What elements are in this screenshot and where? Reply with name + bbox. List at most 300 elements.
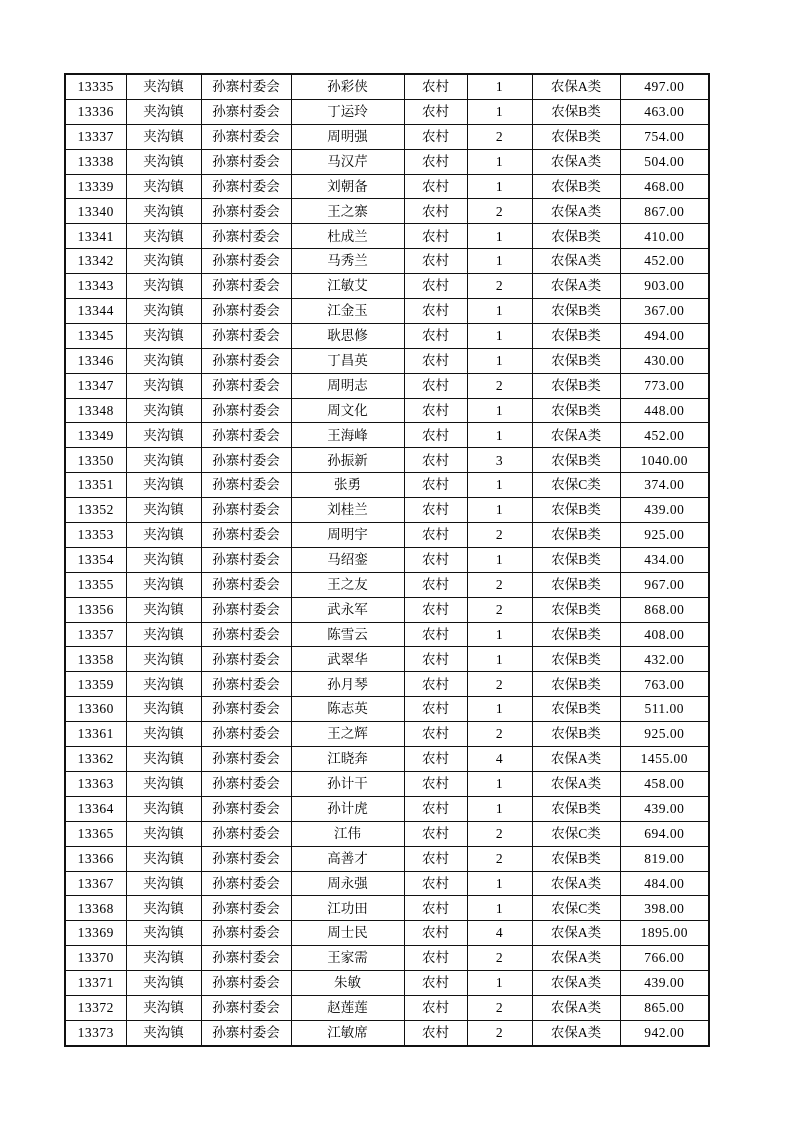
cell-amount: 439.00 [620, 971, 709, 996]
cell-residence: 农村 [404, 323, 467, 348]
cell-name: 陈雪云 [291, 622, 404, 647]
cell-count: 1 [467, 323, 532, 348]
cell-name: 王之辉 [291, 722, 404, 747]
cell-amount: 773.00 [620, 373, 709, 398]
cell-name: 江伟 [291, 821, 404, 846]
table-row [65, 423, 709, 448]
cell-count: 2 [467, 1020, 532, 1045]
table-row [65, 971, 709, 996]
cell-category: 农保A类 [532, 423, 620, 448]
cell-serial: 13364 [65, 796, 126, 821]
cell-residence: 农村 [404, 946, 467, 971]
cell-amount: 367.00 [620, 299, 709, 324]
cell-category: 农保B类 [532, 99, 620, 124]
cell-category: 农保B类 [532, 796, 620, 821]
cell-town: 夹沟镇 [126, 74, 201, 99]
cell-name: 杜成兰 [291, 224, 404, 249]
cell-residence: 农村 [404, 597, 467, 622]
cell-amount: 967.00 [620, 572, 709, 597]
cell-amount: 439.00 [620, 498, 709, 523]
cell-amount: 408.00 [620, 622, 709, 647]
cell-residence: 农村 [404, 423, 467, 448]
table-row [65, 498, 709, 523]
cell-count: 1 [467, 871, 532, 896]
cell-category: 农保A类 [532, 747, 620, 772]
cell-village: 孙寨村委会 [201, 722, 291, 747]
cell-amount: 410.00 [620, 224, 709, 249]
cell-name: 江功田 [291, 896, 404, 921]
cell-count: 2 [467, 124, 532, 149]
cell-category: 农保A类 [532, 971, 620, 996]
cell-category: 农保B类 [532, 348, 620, 373]
cell-residence: 农村 [404, 174, 467, 199]
cell-count: 2 [467, 995, 532, 1020]
cell-count: 1 [467, 398, 532, 423]
cell-village: 孙寨村委会 [201, 821, 291, 846]
table-row [65, 697, 709, 722]
cell-serial: 13349 [65, 423, 126, 448]
cell-town: 夹沟镇 [126, 846, 201, 871]
cell-category: 农保B类 [532, 323, 620, 348]
cell-serial: 13355 [65, 572, 126, 597]
cell-serial: 13362 [65, 747, 126, 772]
beneficiary-table [64, 73, 710, 1047]
cell-category: 农保B类 [532, 672, 620, 697]
cell-town: 夹沟镇 [126, 473, 201, 498]
cell-category: 农保A类 [532, 995, 620, 1020]
cell-residence: 农村 [404, 547, 467, 572]
table-row [65, 796, 709, 821]
cell-village: 孙寨村委会 [201, 622, 291, 647]
cell-amount: 1455.00 [620, 747, 709, 772]
cell-village: 孙寨村委会 [201, 74, 291, 99]
cell-category: 农保C类 [532, 821, 620, 846]
cell-count: 1 [467, 971, 532, 996]
table-row [65, 995, 709, 1020]
cell-count: 1 [467, 299, 532, 324]
cell-count: 1 [467, 796, 532, 821]
cell-village: 孙寨村委会 [201, 149, 291, 174]
cell-count: 4 [467, 921, 532, 946]
cell-village: 孙寨村委会 [201, 423, 291, 448]
cell-category: 农保A类 [532, 199, 620, 224]
table-row [65, 921, 709, 946]
cell-name: 江金玉 [291, 299, 404, 324]
cell-category: 农保B类 [532, 572, 620, 597]
table-row [65, 199, 709, 224]
cell-serial: 13351 [65, 473, 126, 498]
table-row [65, 771, 709, 796]
cell-count: 2 [467, 722, 532, 747]
cell-serial: 13350 [65, 448, 126, 473]
cell-category: 农保B类 [532, 722, 620, 747]
cell-count: 4 [467, 747, 532, 772]
cell-serial: 13370 [65, 946, 126, 971]
cell-name: 王海峰 [291, 423, 404, 448]
cell-village: 孙寨村委会 [201, 547, 291, 572]
cell-serial: 13340 [65, 199, 126, 224]
cell-village: 孙寨村委会 [201, 224, 291, 249]
cell-residence: 农村 [404, 1020, 467, 1045]
table-row [65, 946, 709, 971]
table-row [65, 149, 709, 174]
cell-town: 夹沟镇 [126, 398, 201, 423]
cell-category: 农保A类 [532, 1020, 620, 1045]
cell-name: 周明志 [291, 373, 404, 398]
cell-category: 农保A类 [532, 946, 620, 971]
cell-name: 刘桂兰 [291, 498, 404, 523]
table-row [65, 597, 709, 622]
cell-count: 1 [467, 224, 532, 249]
cell-town: 夹沟镇 [126, 423, 201, 448]
cell-town: 夹沟镇 [126, 249, 201, 274]
cell-village: 孙寨村委会 [201, 473, 291, 498]
cell-amount: 925.00 [620, 523, 709, 548]
cell-name: 周明强 [291, 124, 404, 149]
cell-residence: 农村 [404, 771, 467, 796]
cell-residence: 农村 [404, 672, 467, 697]
cell-amount: 468.00 [620, 174, 709, 199]
cell-village: 孙寨村委会 [201, 249, 291, 274]
cell-village: 孙寨村委会 [201, 398, 291, 423]
cell-name: 张勇 [291, 473, 404, 498]
cell-village: 孙寨村委会 [201, 99, 291, 124]
table-row [65, 722, 709, 747]
cell-residence: 农村 [404, 448, 467, 473]
cell-count: 2 [467, 597, 532, 622]
table-row [65, 821, 709, 846]
cell-village: 孙寨村委会 [201, 697, 291, 722]
cell-count: 1 [467, 99, 532, 124]
cell-town: 夹沟镇 [126, 622, 201, 647]
cell-residence: 农村 [404, 796, 467, 821]
cell-town: 夹沟镇 [126, 796, 201, 821]
cell-count: 2 [467, 672, 532, 697]
cell-name: 周士民 [291, 921, 404, 946]
cell-category: 农保B类 [532, 846, 620, 871]
cell-town: 夹沟镇 [126, 124, 201, 149]
cell-village: 孙寨村委会 [201, 796, 291, 821]
cell-count: 2 [467, 572, 532, 597]
cell-name: 孙振新 [291, 448, 404, 473]
cell-category: 农保A类 [532, 74, 620, 99]
cell-category: 农保B类 [532, 448, 620, 473]
cell-amount: 504.00 [620, 149, 709, 174]
cell-category: 农保B类 [532, 523, 620, 548]
cell-amount: 867.00 [620, 199, 709, 224]
cell-amount: 452.00 [620, 423, 709, 448]
cell-count: 2 [467, 199, 532, 224]
cell-category: 农保B类 [532, 224, 620, 249]
table-row [65, 299, 709, 324]
cell-name: 刘朝备 [291, 174, 404, 199]
cell-count: 1 [467, 498, 532, 523]
cell-count: 1 [467, 74, 532, 99]
cell-town: 夹沟镇 [126, 647, 201, 672]
cell-count: 1 [467, 473, 532, 498]
cell-amount: 763.00 [620, 672, 709, 697]
cell-serial: 13359 [65, 672, 126, 697]
cell-village: 孙寨村委会 [201, 523, 291, 548]
cell-name: 赵莲莲 [291, 995, 404, 1020]
table-row [65, 747, 709, 772]
cell-amount: 452.00 [620, 249, 709, 274]
cell-amount: 1895.00 [620, 921, 709, 946]
cell-residence: 农村 [404, 498, 467, 523]
table-row [65, 274, 709, 299]
cell-village: 孙寨村委会 [201, 199, 291, 224]
cell-serial: 13371 [65, 971, 126, 996]
cell-town: 夹沟镇 [126, 174, 201, 199]
table-row [65, 523, 709, 548]
cell-amount: 865.00 [620, 995, 709, 1020]
cell-amount: 694.00 [620, 821, 709, 846]
cell-name: 陈志英 [291, 697, 404, 722]
table-row [65, 871, 709, 896]
cell-town: 夹沟镇 [126, 697, 201, 722]
cell-name: 马秀兰 [291, 249, 404, 274]
cell-name: 武永军 [291, 597, 404, 622]
table-row [65, 672, 709, 697]
table-row [65, 323, 709, 348]
cell-serial: 13361 [65, 722, 126, 747]
cell-category: 农保B类 [532, 398, 620, 423]
cell-town: 夹沟镇 [126, 323, 201, 348]
cell-category: 农保B类 [532, 622, 620, 647]
cell-town: 夹沟镇 [126, 871, 201, 896]
cell-residence: 农村 [404, 622, 467, 647]
cell-amount: 458.00 [620, 771, 709, 796]
cell-town: 夹沟镇 [126, 348, 201, 373]
cell-category: 农保A类 [532, 274, 620, 299]
cell-village: 孙寨村委会 [201, 498, 291, 523]
cell-residence: 农村 [404, 249, 467, 274]
cell-amount: 511.00 [620, 697, 709, 722]
cell-amount: 1040.00 [620, 448, 709, 473]
cell-serial: 13360 [65, 697, 126, 722]
cell-village: 孙寨村委会 [201, 1020, 291, 1045]
cell-name: 王之友 [291, 572, 404, 597]
cell-serial: 13373 [65, 1020, 126, 1045]
cell-village: 孙寨村委会 [201, 672, 291, 697]
cell-residence: 农村 [404, 722, 467, 747]
cell-residence: 农村 [404, 697, 467, 722]
cell-name: 江敏艾 [291, 274, 404, 299]
cell-category: 农保B类 [532, 597, 620, 622]
cell-count: 2 [467, 523, 532, 548]
cell-village: 孙寨村委会 [201, 174, 291, 199]
cell-town: 夹沟镇 [126, 99, 201, 124]
table-row [65, 398, 709, 423]
cell-category: 农保C类 [532, 896, 620, 921]
table-row [65, 124, 709, 149]
table-row [65, 249, 709, 274]
cell-serial: 13366 [65, 846, 126, 871]
cell-name: 孙计虎 [291, 796, 404, 821]
table-row [65, 373, 709, 398]
cell-village: 孙寨村委会 [201, 896, 291, 921]
cell-residence: 农村 [404, 871, 467, 896]
cell-serial: 13357 [65, 622, 126, 647]
cell-name: 孙彩侠 [291, 74, 404, 99]
cell-name: 王家需 [291, 946, 404, 971]
cell-serial: 13372 [65, 995, 126, 1020]
cell-village: 孙寨村委会 [201, 747, 291, 772]
cell-category: 农保B类 [532, 647, 620, 672]
cell-village: 孙寨村委会 [201, 299, 291, 324]
cell-count: 1 [467, 249, 532, 274]
cell-village: 孙寨村委会 [201, 448, 291, 473]
cell-village: 孙寨村委会 [201, 971, 291, 996]
table-row [65, 74, 709, 99]
cell-serial: 13369 [65, 921, 126, 946]
cell-name: 王之寨 [291, 199, 404, 224]
cell-category: 农保A类 [532, 921, 620, 946]
cell-name: 江晓奔 [291, 747, 404, 772]
cell-town: 夹沟镇 [126, 572, 201, 597]
table-row [65, 896, 709, 921]
cell-serial: 13338 [65, 149, 126, 174]
cell-category: 农保B类 [532, 547, 620, 572]
cell-name: 耿思修 [291, 323, 404, 348]
cell-count: 2 [467, 373, 532, 398]
cell-town: 夹沟镇 [126, 373, 201, 398]
cell-village: 孙寨村委会 [201, 647, 291, 672]
cell-name: 周文化 [291, 398, 404, 423]
cell-town: 夹沟镇 [126, 597, 201, 622]
cell-town: 夹沟镇 [126, 747, 201, 772]
cell-serial: 13342 [65, 249, 126, 274]
cell-amount: 434.00 [620, 547, 709, 572]
cell-name: 马汉芹 [291, 149, 404, 174]
cell-town: 夹沟镇 [126, 1020, 201, 1045]
cell-serial: 13345 [65, 323, 126, 348]
cell-village: 孙寨村委会 [201, 124, 291, 149]
table-row [65, 547, 709, 572]
cell-serial: 13335 [65, 74, 126, 99]
cell-name: 周明宇 [291, 523, 404, 548]
cell-category: 农保A类 [532, 249, 620, 274]
cell-serial: 13365 [65, 821, 126, 846]
cell-serial: 13344 [65, 299, 126, 324]
cell-village: 孙寨村委会 [201, 348, 291, 373]
cell-village: 孙寨村委会 [201, 373, 291, 398]
cell-category: 农保B类 [532, 373, 620, 398]
cell-residence: 农村 [404, 373, 467, 398]
cell-count: 1 [467, 149, 532, 174]
cell-count: 2 [467, 274, 532, 299]
cell-count: 1 [467, 547, 532, 572]
cell-residence: 农村 [404, 896, 467, 921]
cell-category: 农保A类 [532, 149, 620, 174]
cell-town: 夹沟镇 [126, 672, 201, 697]
cell-town: 夹沟镇 [126, 274, 201, 299]
cell-amount: 463.00 [620, 99, 709, 124]
cell-village: 孙寨村委会 [201, 274, 291, 299]
cell-amount: 903.00 [620, 274, 709, 299]
cell-serial: 13337 [65, 124, 126, 149]
cell-amount: 868.00 [620, 597, 709, 622]
cell-amount: 819.00 [620, 846, 709, 871]
cell-town: 夹沟镇 [126, 821, 201, 846]
table-row [65, 473, 709, 498]
cell-name: 高善才 [291, 846, 404, 871]
cell-category: 农保B类 [532, 299, 620, 324]
cell-serial: 13336 [65, 99, 126, 124]
cell-count: 1 [467, 896, 532, 921]
table-row [65, 647, 709, 672]
table-row [65, 448, 709, 473]
cell-serial: 13363 [65, 771, 126, 796]
cell-count: 1 [467, 647, 532, 672]
cell-residence: 农村 [404, 821, 467, 846]
cell-amount: 754.00 [620, 124, 709, 149]
cell-town: 夹沟镇 [126, 547, 201, 572]
cell-count: 2 [467, 946, 532, 971]
cell-residence: 农村 [404, 348, 467, 373]
cell-amount: 494.00 [620, 323, 709, 348]
cell-town: 夹沟镇 [126, 498, 201, 523]
cell-residence: 农村 [404, 846, 467, 871]
cell-residence: 农村 [404, 398, 467, 423]
cell-serial: 13368 [65, 896, 126, 921]
cell-town: 夹沟镇 [126, 921, 201, 946]
cell-category: 农保B类 [532, 498, 620, 523]
table-row [65, 572, 709, 597]
cell-village: 孙寨村委会 [201, 597, 291, 622]
cell-residence: 农村 [404, 473, 467, 498]
cell-count: 1 [467, 771, 532, 796]
cell-town: 夹沟镇 [126, 199, 201, 224]
cell-serial: 13348 [65, 398, 126, 423]
table-body [65, 74, 709, 1046]
cell-residence: 农村 [404, 74, 467, 99]
cell-amount: 766.00 [620, 946, 709, 971]
cell-category: 农保C类 [532, 473, 620, 498]
cell-name: 朱敏 [291, 971, 404, 996]
cell-village: 孙寨村委会 [201, 323, 291, 348]
cell-village: 孙寨村委会 [201, 771, 291, 796]
cell-count: 2 [467, 821, 532, 846]
cell-category: 农保A类 [532, 871, 620, 896]
cell-residence: 农村 [404, 747, 467, 772]
cell-residence: 农村 [404, 224, 467, 249]
cell-serial: 13354 [65, 547, 126, 572]
cell-village: 孙寨村委会 [201, 921, 291, 946]
cell-amount: 448.00 [620, 398, 709, 423]
cell-category: 农保B类 [532, 124, 620, 149]
cell-village: 孙寨村委会 [201, 846, 291, 871]
cell-residence: 农村 [404, 971, 467, 996]
cell-name: 武翠华 [291, 647, 404, 672]
cell-category: 农保B类 [532, 174, 620, 199]
cell-amount: 484.00 [620, 871, 709, 896]
cell-residence: 农村 [404, 299, 467, 324]
cell-residence: 农村 [404, 523, 467, 548]
table-row [65, 174, 709, 199]
cell-residence: 农村 [404, 274, 467, 299]
cell-amount: 374.00 [620, 473, 709, 498]
cell-serial: 13352 [65, 498, 126, 523]
cell-village: 孙寨村委会 [201, 946, 291, 971]
cell-residence: 农村 [404, 99, 467, 124]
cell-town: 夹沟镇 [126, 224, 201, 249]
cell-name: 丁运玲 [291, 99, 404, 124]
cell-name: 周永强 [291, 871, 404, 896]
cell-serial: 13346 [65, 348, 126, 373]
cell-village: 孙寨村委会 [201, 871, 291, 896]
cell-serial: 13367 [65, 871, 126, 896]
